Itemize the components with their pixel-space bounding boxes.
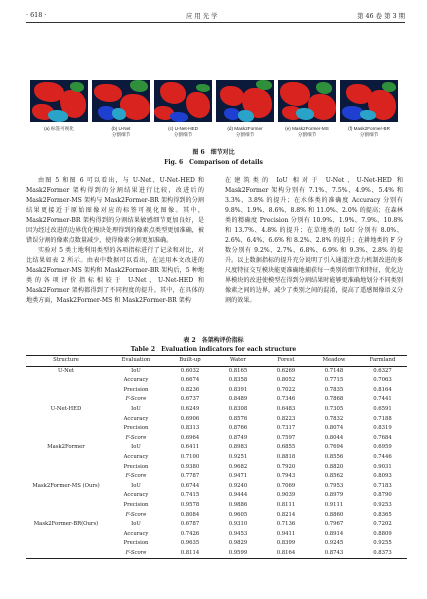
table-row (26, 405, 407, 415)
value-cell: 0.7694 (324, 444, 344, 451)
table-row (26, 530, 407, 540)
table-row (26, 539, 407, 549)
value-cell: 0.6674 (180, 377, 200, 384)
table-row (26, 386, 407, 396)
paragraph: 由图 5 和图 6 可以看出，与 U-Net、U-Net-HED 和 Mask2Former 架构得到的分割结果进行比较，改进后的 Mask2Former-MS 架构与 Mask2Former-BR 架构得到的分割结果更接近于原始图像对应的标签可视化图像。其中，Mask2Former-BR 架构得到的分割结果敏感细节更加良好，是因为经过改进的边界优化模块处理得到的像素点类型更加准确，被错误分割的像素点数量减少，使得像素分割更加准确。 (26, 177, 204, 244)
value-cell: 0.9310 (228, 521, 248, 528)
value-cell: 0.8820 (324, 463, 344, 470)
column-header: Farmland (358, 356, 407, 367)
value-cell: 0.7868 (324, 396, 344, 403)
structure-cell: Mask2Former (47, 444, 85, 451)
metric-cell: IoU (131, 482, 141, 489)
left-column-text (26, 176, 204, 306)
journal-title: 应 用 光 学 (185, 11, 218, 20)
value-cell: 0.8223 (276, 415, 296, 422)
value-cell: 0.9031 (373, 463, 392, 470)
figure-subcaption: (c) U-Net-HED 分割细节 (168, 126, 198, 137)
table-header-row (26, 356, 407, 367)
segmentation-thumbnail (340, 80, 398, 122)
segmentation-thumbnail (278, 80, 336, 122)
metric-cell: IoU (131, 405, 141, 412)
structure-cell: U-Net (57, 367, 75, 374)
table-row (26, 501, 407, 511)
table-row (26, 463, 407, 473)
value-cell: 0.8983 (228, 444, 248, 451)
column-header: Water (214, 356, 262, 367)
value-cell: 0.7835 (324, 386, 344, 393)
value-cell: 0.7426 (180, 530, 200, 537)
metric-cell: Accuracy (123, 415, 149, 422)
value-cell: 0.8979 (324, 492, 344, 499)
figure-6-images (30, 80, 400, 124)
metric-cell: IoU (131, 367, 141, 374)
value-cell: 0.7832 (324, 415, 344, 422)
structure-cell (26, 424, 106, 434)
paragraph: 在建筑类的 IoU 相对于 U-Net、U-Net-HED 和 Mask2Former 架构分别有 7.1%、7.5%、4.9%、5.4% 和 3.3%、3.8% 的提升；在水体类的准确度 Accuracy 分别有 9.8%、1.9%、8.6%、8.8% 和 11.0%、2.0% 的提高；在森林类的精确度 Precision 分别有 10.9%、1.9%、7.9%、10.8% 和 13.7%、4.8% 的提升；在草地类的 IoU 分别有 8.0%、2.6%、6.4%、6.6% 和 8.2%、2.8% 的提升；在耕地类的 F 分数分别有 9.2%、2.7%、6.8%、6.9% 和 9.3%、2.8% 的提升。以上数据指标的提升充分说明了引入通道注意力机制改进的多尺度特征交互模块能更准确地捕获每一类别的细节和特征，优化边界模块的改进使模型在得到分割结果时能够更准确地划分不同类别像素之间的边界，减少了类别之间的混淆，提高了遥感图像语义分割的效果。 (225, 177, 403, 304)
column-header: Meadow (310, 356, 358, 367)
value-cell: 0.8914 (324, 530, 344, 537)
structure-cell: U-Net-HED (50, 405, 82, 412)
structure-cell (26, 549, 106, 559)
value-cell: 0.7787 (180, 473, 200, 480)
value-cell: 0.7346 (276, 396, 296, 403)
structure-cell (26, 511, 106, 521)
table-row (26, 549, 407, 559)
value-cell: 0.6959 (373, 444, 392, 451)
metric-cell: IoU (131, 521, 141, 528)
table-body (26, 366, 407, 559)
figure-caption-en: Fig. 6 Comparison of details (164, 159, 263, 166)
value-cell: 0.7943 (276, 473, 296, 480)
value-cell: 0.6744 (180, 482, 200, 489)
value-cell: 0.9599 (214, 549, 262, 559)
value-cell: 0.8319 (373, 425, 392, 432)
value-cell: 0.7415 (180, 492, 200, 499)
page-number: · 618 · (26, 11, 47, 19)
structure-cell (26, 415, 106, 425)
value-cell: 0.6591 (373, 405, 392, 412)
land-region (160, 82, 186, 104)
table-row (26, 415, 407, 425)
paragraph: 实验对 5 类土地利用类型的各项指标进行了记录和对比，对比结果如表 2 所示。由表中数据可以看出，在运用本文改进的 Mask2Former-MS 架构和 Mask2Former-BR 架构后，5 种地类的各项评价指标相较于 U-Net、U-Net-HED 和 Mask2Former 架构都得到了不同程度的提升。其中，在具体的地类方面，Mask2Former-MS 和 Mask2Former-BR 架构 (26, 247, 204, 304)
value-cell: 0.8164 (373, 386, 392, 393)
value-cell: 0.8489 (228, 396, 248, 403)
figure-caption-zh: 图 6 细节对比 (192, 149, 235, 156)
value-cell: 0.9444 (228, 492, 248, 499)
value-cell: 0.8749 (228, 434, 248, 441)
structure-cell (26, 434, 106, 444)
value-cell: 0.6032 (180, 367, 200, 374)
table-row (26, 395, 407, 405)
table-row (26, 424, 407, 434)
value-cell: 0.6787 (180, 521, 200, 528)
land-region (360, 110, 376, 120)
metric-cell: Accuracy (123, 377, 149, 384)
value-cell: 0.7684 (373, 434, 392, 441)
value-cell: 0.7441 (373, 396, 392, 403)
land-region (186, 92, 210, 118)
value-cell: 0.8044 (324, 434, 344, 441)
land-region (170, 112, 188, 122)
value-cell: 0.8556 (324, 453, 344, 460)
column-header: Evaluation (106, 356, 166, 367)
value-cell: 0.9253 (373, 501, 392, 508)
value-cell: 0.8743 (310, 549, 358, 559)
structure-cell (26, 463, 106, 473)
land-region (280, 82, 310, 106)
table-row (26, 453, 407, 463)
segmentation-thumbnail (92, 80, 150, 122)
structure-cell (26, 501, 106, 511)
value-cell: 0.8358 (228, 377, 248, 384)
structure-cell (26, 386, 106, 396)
value-cell: 0.8114 (166, 549, 214, 559)
land-region (316, 82, 332, 94)
value-cell: 0.9682 (228, 463, 248, 470)
value-cell: 0.8790 (373, 492, 392, 499)
table-row (26, 443, 407, 453)
value-cell: 0.6269 (276, 367, 296, 374)
value-cell: 0.7188 (373, 415, 392, 422)
table-row (26, 491, 407, 501)
structure-cell (26, 530, 106, 540)
value-cell: 0.8576 (228, 415, 248, 422)
value-cell: 0.7317 (276, 425, 296, 432)
value-cell: 0.6964 (180, 434, 200, 441)
metric-cell: Precision (123, 501, 149, 508)
segmentation-thumbnail (154, 80, 212, 122)
value-cell: 0.8562 (324, 473, 344, 480)
value-cell: 0.9578 (180, 501, 200, 508)
segmentation-thumbnail (216, 80, 274, 122)
value-cell: 0.9111 (324, 501, 344, 508)
table-row (26, 520, 407, 530)
metric-cell: Accuracy (123, 492, 149, 499)
value-cell: 0.7920 (276, 463, 296, 470)
structure-cell: Mask2Former-BR(Ours) (33, 521, 99, 528)
table-row (26, 482, 407, 492)
land-region (48, 110, 68, 122)
metric-cell: F-Score (106, 549, 166, 559)
metric-cell: Precision (123, 540, 149, 547)
value-cell: 0.7597 (276, 434, 296, 441)
value-cell: 0.7967 (324, 521, 344, 528)
metric-cell: IoU (131, 444, 141, 451)
value-cell: 0.7183 (373, 482, 392, 489)
value-cell: 0.8214 (276, 511, 296, 518)
metric-cell: Precision (123, 386, 149, 393)
value-cell: 0.9240 (228, 482, 248, 489)
segmentation-thumbnail (30, 80, 88, 122)
value-cell: 0.7953 (324, 482, 344, 489)
table-caption-zh: 表 2 各架构评价指标 (183, 337, 244, 344)
land-region (220, 86, 244, 106)
value-cell: 0.6327 (373, 367, 392, 374)
value-cell: 0.7446 (373, 453, 392, 460)
structure-cell (26, 539, 106, 549)
value-cell: 0.8074 (324, 425, 344, 432)
metric-cell: F-Score (125, 434, 147, 441)
value-cell: 0.8313 (180, 425, 200, 432)
header-rule (26, 22, 405, 23)
table-row (26, 511, 407, 521)
value-cell: 0.8373 (358, 549, 407, 559)
value-cell: 0.9255 (373, 540, 392, 547)
value-cell: 0.9605 (228, 511, 248, 518)
value-cell: 0.8766 (228, 425, 248, 432)
value-cell: 0.9039 (276, 492, 296, 499)
metric-cell: F-Score (125, 473, 147, 480)
figure-subcaption: (d) Mask2Former 分割细节 (227, 126, 263, 137)
value-cell: 0.6411 (180, 444, 200, 451)
value-cell: 0.7069 (276, 482, 296, 489)
metric-cell: Accuracy (123, 530, 149, 537)
structure-cell (26, 472, 106, 482)
value-cell: 0.7100 (180, 453, 200, 460)
column-header: Structure (26, 356, 106, 367)
value-cell: 0.8391 (228, 386, 248, 393)
value-cell: 0.8165 (228, 367, 248, 374)
value-cell: 0.7063 (373, 377, 392, 384)
value-cell: 0.7715 (324, 377, 344, 384)
value-cell: 0.8164 (262, 549, 310, 559)
metric-cell: F-Score (125, 396, 147, 403)
land-region (70, 82, 84, 92)
metric-cell: Precision (123, 425, 149, 432)
land-region (94, 84, 122, 102)
issue-label: 第 46 卷 第 3 期 (357, 11, 405, 20)
value-cell: 0.9251 (228, 453, 248, 460)
value-cell: 0.7148 (324, 367, 344, 374)
table-row (26, 472, 407, 482)
table-row (26, 376, 407, 386)
value-cell: 0.9380 (180, 463, 200, 470)
value-cell: 0.9471 (228, 473, 248, 480)
value-cell: 0.9829 (228, 540, 248, 547)
value-cell: 0.7305 (324, 405, 344, 412)
value-cell: 0.8818 (276, 453, 296, 460)
figure-subcaption: (b) U-Net 分割细节 (111, 126, 131, 137)
page-header (26, 9, 405, 21)
column-header: Built-up (166, 356, 214, 367)
value-cell: 0.8093 (373, 473, 392, 480)
land-region (256, 80, 272, 90)
land-region (130, 80, 148, 92)
evaluation-table (26, 355, 407, 559)
value-cell: 0.7202 (373, 521, 392, 528)
right-column-text (225, 176, 403, 306)
structure-cell: Mask2Former-MS (Ours) (32, 482, 100, 489)
land-region (196, 84, 210, 92)
value-cell: 0.9635 (180, 540, 200, 547)
structure-cell (26, 376, 106, 386)
value-cell: 0.8365 (373, 511, 392, 518)
value-cell: 0.6855 (276, 444, 296, 451)
column-header: Forest (262, 356, 310, 367)
value-cell: 0.6483 (276, 405, 296, 412)
structure-cell (26, 395, 106, 405)
figure-subcaption: (a) 标签可视化 (44, 126, 74, 131)
table-row (26, 434, 407, 444)
metric-cell: Accuracy (123, 453, 149, 460)
value-cell: 0.8111 (276, 501, 296, 508)
land-region (296, 108, 314, 120)
value-cell: 0.9245 (324, 540, 344, 547)
structure-cell (26, 491, 106, 501)
value-cell: 0.9453 (228, 530, 248, 537)
value-cell: 0.8399 (276, 540, 296, 547)
value-cell: 0.8809 (373, 530, 392, 537)
land-region (238, 110, 254, 122)
figure-6-subcaptions (30, 126, 400, 144)
land-region (112, 108, 126, 120)
structure-cell (26, 453, 106, 463)
value-cell: 0.6249 (180, 405, 200, 412)
value-cell: 0.9886 (228, 501, 248, 508)
value-cell: 0.7022 (276, 386, 296, 393)
value-cell: 0.6906 (180, 415, 200, 422)
table-caption-en: Table 2 Evaluation indicators for each structure (130, 346, 297, 353)
value-cell: 0.9411 (276, 530, 296, 537)
metric-cell: F-Score (125, 511, 147, 518)
figure-subcaption: (e) Mask2Former-MS 分割细节 (285, 126, 329, 137)
figure-subcaption: (f) Mask2Former-BR 分割细节 (348, 126, 390, 137)
value-cell: 0.8236 (180, 386, 200, 393)
value-cell: 0.8308 (228, 405, 248, 412)
value-cell: 0.8084 (180, 511, 200, 518)
value-cell: 0.8052 (276, 377, 296, 384)
land-region (382, 82, 396, 92)
value-cell: 0.7136 (276, 521, 296, 528)
metric-cell: Precision (123, 463, 149, 470)
table-row (26, 366, 407, 376)
value-cell: 0.8860 (324, 511, 344, 518)
value-cell: 0.6737 (180, 396, 200, 403)
